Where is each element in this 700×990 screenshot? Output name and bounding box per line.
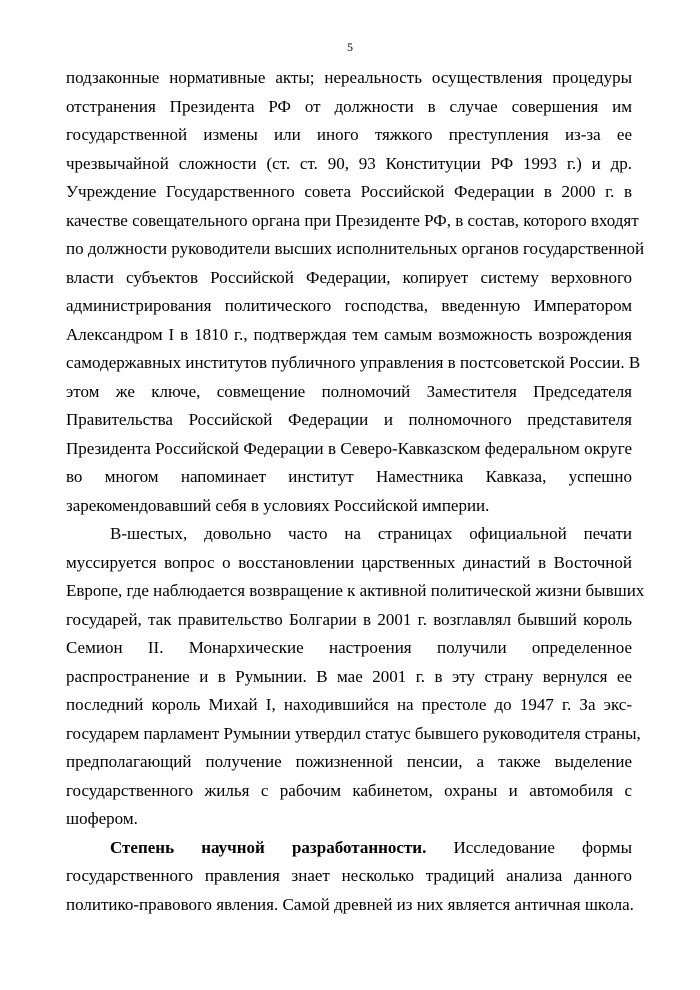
- text-line: подзаконные нормативные акты; нереальность осуществления процедуры: [66, 68, 632, 87]
- text-line: В-шестых, довольно часто на страницах официальной печати: [110, 524, 632, 543]
- text-line: предполагающий получение пожизненной пенсии, а также выделение: [66, 752, 632, 771]
- text-line: Правительства Российской Федерации и полномочного представителя: [66, 410, 632, 429]
- body-text: [66, 64, 645, 919]
- text-line: последний король Михай I, находившийся на престоле до 1947 г. За экс-: [66, 695, 632, 714]
- paragraph-scientific-development: [66, 834, 632, 920]
- text-line: распространение и в Румынии. В мае 2001 г. в эту страну вернулся ее: [66, 666, 632, 686]
- text-line: самодержавных институтов публичного управления в постсоветской России. В: [66, 353, 641, 372]
- text-line: государем парламент Румынии утвердил статус бывшего руководителя страны,: [66, 723, 641, 743]
- text-line: Президента Российской Федерации в Северо-Кавказском федеральном округе: [66, 438, 632, 458]
- text-line: Учреждение Государственного совета Российской Федерации в 2000 г. в: [66, 182, 632, 201]
- text-line: чрезвычайной сложности (ст. ст. 90, 93 Конституции РФ 1993 г.) и др.: [66, 153, 632, 173]
- text-line: зарекомендовавший себя в условиях Российской империи.: [66, 495, 490, 515]
- text-line: Семион II. Монархические настроения получили определенное: [66, 638, 632, 657]
- section-heading-inline: Степень научной разработанности.: [110, 837, 427, 857]
- page-number: 5: [347, 40, 353, 54]
- text-line: этом же ключе, совмещение полномочий Заместителя Председателя: [66, 381, 632, 401]
- text-fragment: Исследование формы: [453, 837, 632, 857]
- paragraph-sixth-point: [66, 520, 645, 834]
- text-line: политико-правового явления. Самой древней из них является античная школа.: [66, 894, 634, 914]
- text-line: во многом напоминает институт Наместника Кавказа, успешно: [66, 467, 632, 486]
- text-line: администрирования политического господства, введенную Императором: [66, 296, 632, 315]
- text-line: власти субъектов Российской Федерации, копирует систему верховного: [66, 267, 632, 287]
- text-line: отстранения Президента РФ от должности в случае совершения им: [66, 96, 632, 116]
- text-line: Александром I в 1810 г., подтверждая тем самым возможность возрождения: [66, 324, 632, 344]
- text-line: качестве совещательного органа при Президенте РФ, в состав, которого входят: [66, 210, 639, 230]
- text-line: муссируется вопрос о восстановлении царственных династий в Восточной: [66, 552, 632, 572]
- text-line: по должности руководители высших исполнительных органов государственной: [66, 239, 645, 258]
- text-line: шофером.: [66, 809, 138, 828]
- text-line: государственного жилья с рабочим кабинетом, охраны и автомобиля с: [66, 780, 632, 800]
- text-line: государственного правления знает несколько традиций анализа данного: [66, 866, 632, 885]
- paragraph-restrictions: [66, 64, 645, 520]
- text-line: [66, 834, 632, 863]
- text-line: государей, так правительство Болгарии в 2001 г. возглавлял бывший король: [66, 609, 632, 629]
- text-line: Европе, где наблюдается возвращение к активной политической жизни бывших: [66, 581, 645, 600]
- text-line: государственной измены или иного тяжкого преступления из-за ее: [66, 125, 632, 144]
